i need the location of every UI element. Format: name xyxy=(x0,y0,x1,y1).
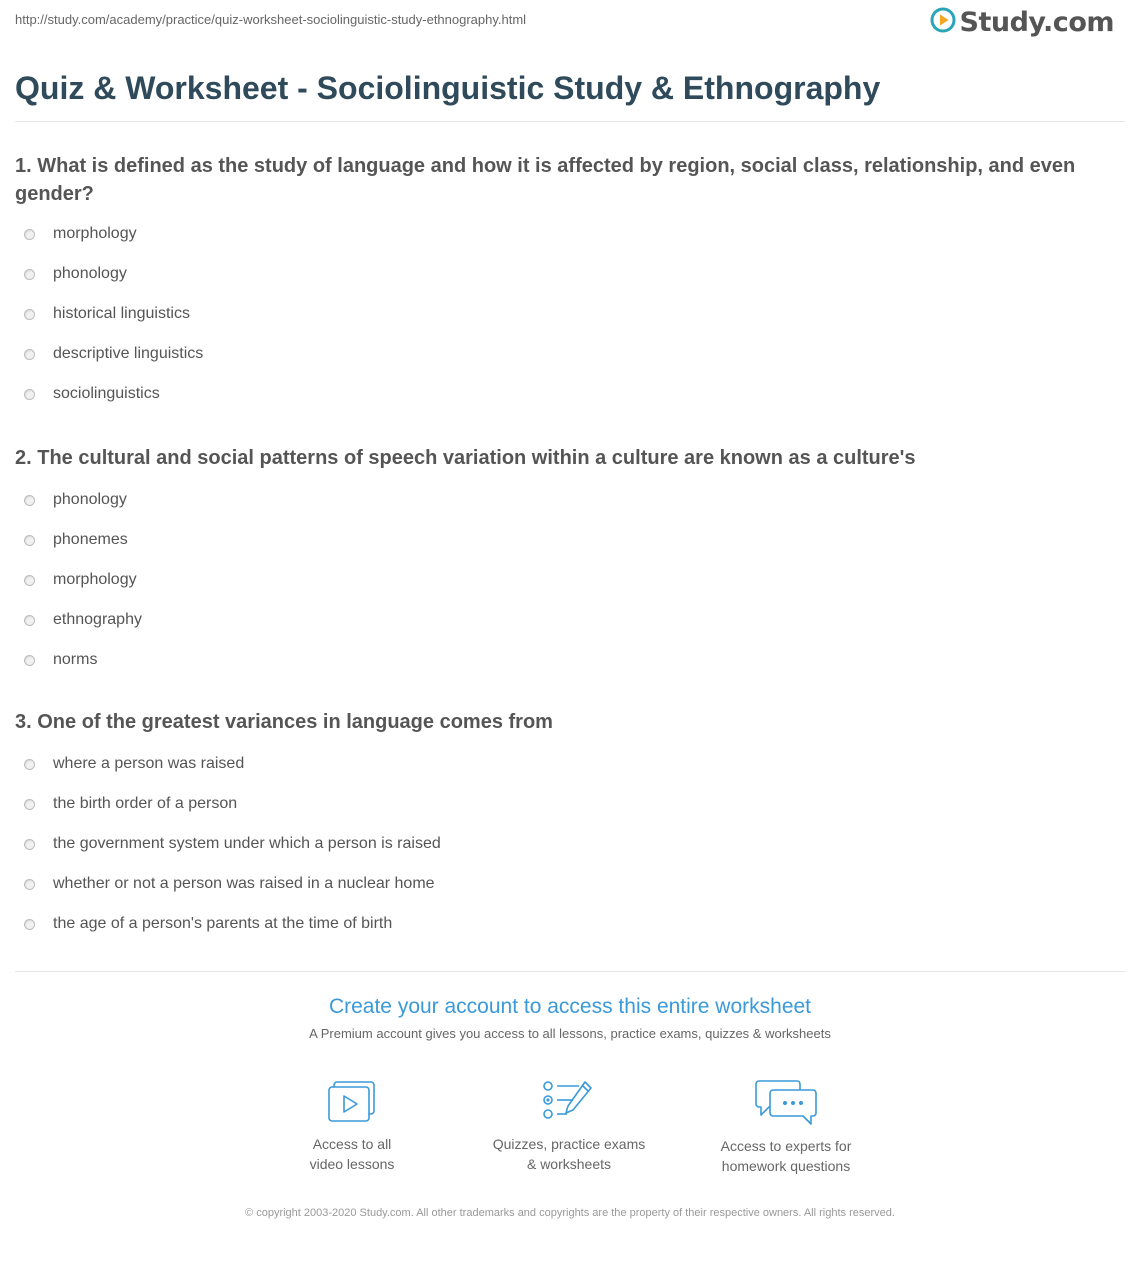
radio-button[interactable] xyxy=(24,269,35,280)
feature-quizzes xyxy=(469,1078,669,1174)
title-divider xyxy=(15,121,1125,122)
create-account-link[interactable]: Create your account to access this entire worksheet xyxy=(328,995,812,1018)
option-label: the birth order of a person xyxy=(53,795,238,812)
radio-button[interactable] xyxy=(24,919,35,930)
feature-label: Access to all video lessons xyxy=(309,1136,395,1172)
answer-option[interactable] xyxy=(15,254,1115,294)
question-3 xyxy=(15,708,1115,944)
premium-description: A Premium account gives you access to all lessons, practice exams, quizzes & worksheets xyxy=(309,1026,831,1041)
play-circle-icon xyxy=(930,7,956,38)
radio-button[interactable] xyxy=(24,655,35,666)
option-label: sociolinguistics xyxy=(53,385,160,402)
option-label: phonology xyxy=(53,491,127,508)
answer-option[interactable] xyxy=(15,744,1115,784)
option-label: the age of a person's parents at the time of birth xyxy=(53,915,393,932)
radio-button[interactable] xyxy=(24,879,35,890)
answer-option[interactable] xyxy=(15,904,1115,944)
answer-option[interactable] xyxy=(15,294,1115,334)
option-label: where a person was raised xyxy=(53,755,245,772)
option-label: descriptive linguistics xyxy=(53,345,204,362)
answer-option[interactable] xyxy=(15,600,1115,640)
logo-text: Study.com xyxy=(959,7,1114,38)
answer-options xyxy=(15,214,1115,414)
radio-button[interactable] xyxy=(24,349,35,360)
section-divider xyxy=(15,971,1125,972)
answer-option[interactable] xyxy=(15,334,1115,374)
radio-button[interactable] xyxy=(24,495,35,506)
radio-button[interactable] xyxy=(24,615,35,626)
radio-button[interactable] xyxy=(24,389,35,400)
question-text: 1. What is defined as the study of language and how it is affected by region, social class, relationship, and even gender? xyxy=(15,155,1076,205)
answer-option[interactable] xyxy=(15,824,1115,864)
option-label: norms xyxy=(53,651,98,668)
question-1 xyxy=(15,152,1115,414)
answer-option[interactable] xyxy=(15,214,1115,254)
answer-options xyxy=(15,480,1115,680)
page-title: Quiz & Worksheet - Sociolinguistic Study & Ethnography xyxy=(15,70,881,106)
radio-button[interactable] xyxy=(24,575,35,586)
feature-experts xyxy=(686,1078,886,1176)
option-label: the government system under which a person is raised xyxy=(53,835,441,852)
option-label: morphology xyxy=(53,225,137,242)
option-label: phonemes xyxy=(53,531,128,548)
option-label: ethnography xyxy=(53,611,142,628)
answer-options xyxy=(15,744,1115,944)
option-label: historical linguistics xyxy=(53,305,190,322)
feature-label: Access to experts for homework questions xyxy=(720,1138,852,1174)
radio-button[interactable] xyxy=(24,799,35,810)
option-label: phonology xyxy=(53,265,127,282)
question-text: 3. One of the greatest variances in language comes from xyxy=(15,711,553,733)
page-url: http://study.com/academy/practice/quiz-worksheet-sociolinguistic-study-ethnography.html xyxy=(15,12,527,27)
question-text: 2. The cultural and social patterns of speech variation within a culture are known as a culture's xyxy=(15,447,916,469)
option-label: whether or not a person was raised in a nuclear home xyxy=(53,875,435,892)
feature-video-lessons xyxy=(252,1078,452,1174)
chat-bubbles-icon xyxy=(753,1078,819,1126)
answer-option[interactable] xyxy=(15,560,1115,600)
quiz-checklist-icon xyxy=(541,1078,597,1124)
radio-button[interactable] xyxy=(24,759,35,770)
answer-option[interactable] xyxy=(15,640,1115,680)
radio-button[interactable] xyxy=(24,309,35,320)
radio-button[interactable] xyxy=(24,229,35,240)
answer-option[interactable] xyxy=(15,784,1115,824)
video-lessons-icon xyxy=(326,1078,378,1124)
feature-label: Quizzes, practice exams & worksheets xyxy=(492,1136,646,1172)
radio-button[interactable] xyxy=(24,839,35,850)
answer-option[interactable] xyxy=(15,864,1115,904)
copyright-text: © copyright 2003-2020 Study.com. All other trademarks and copyrights are the property of their respective owners. All rights reserved. xyxy=(245,1207,895,1219)
answer-option[interactable] xyxy=(15,374,1115,414)
radio-button[interactable] xyxy=(24,535,35,546)
question-2 xyxy=(15,444,1115,680)
study-logo[interactable] xyxy=(930,7,1114,38)
option-label: morphology xyxy=(53,571,137,588)
answer-option[interactable] xyxy=(15,480,1115,520)
answer-option[interactable] xyxy=(15,520,1115,560)
